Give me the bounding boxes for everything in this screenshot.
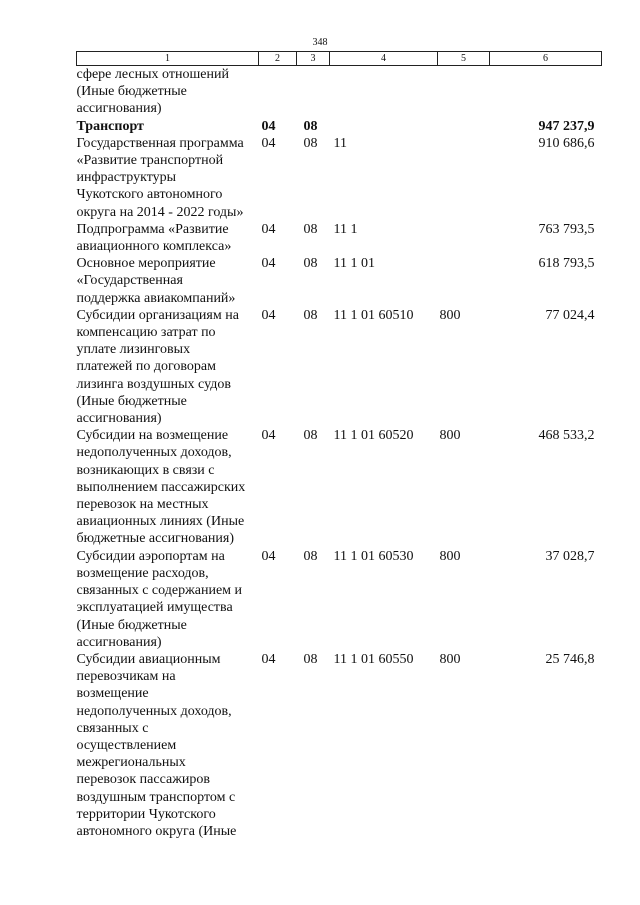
row-subsection: 08 [303, 548, 318, 564]
row-subsection: 08 [303, 118, 318, 134]
column-number: 6 [490, 52, 602, 66]
table-row [77, 118, 602, 135]
column-number: 1 [77, 52, 259, 66]
row-amount: 947 237,9 [538, 118, 595, 134]
row-section: 04 [261, 548, 276, 564]
row-target-article: 11 1 01 60520 [333, 428, 414, 444]
column-number: 2 [259, 52, 297, 66]
row-subsection: 08 [303, 256, 318, 272]
row-section: 04 [261, 135, 276, 151]
row-target-article [330, 66, 438, 118]
row-target-article: 11 1 01 60510 [333, 307, 414, 323]
row-expense-type: 800 [439, 548, 461, 564]
row-subsection: 08 [303, 651, 318, 667]
row-name: Субсидии аэропортам на возмещение расходов, связанных с содержанием и эксплуатацией имущества (Иные бюджетные ассигнования) [76, 548, 243, 650]
table-row [77, 651, 602, 840]
row-section: 04 [261, 428, 276, 444]
column-number: 4 [330, 52, 438, 66]
row-amount: 25 746,8 [545, 651, 595, 667]
row-target-article: 11 1 [333, 221, 358, 237]
table-row [77, 221, 602, 255]
row-name: Субсидии организациям на компенсацию затрат по уплате лизинговых платежей по договорам лизинга воздушных судов (Иные бюджетные ассигнования) [76, 307, 239, 427]
row-expense-type [438, 255, 490, 307]
table-row [77, 135, 602, 221]
column-number: 3 [297, 52, 330, 66]
row-subsection: 08 [303, 221, 318, 237]
table-row [77, 307, 602, 427]
row-expense-type: 800 [439, 307, 461, 323]
row-subsection: 08 [303, 428, 318, 444]
row-section: 04 [261, 221, 276, 237]
row-amount [490, 66, 602, 118]
column-number-row [77, 52, 602, 66]
row-target-article: 11 1 01 [333, 256, 375, 272]
row-subsection [297, 66, 330, 118]
row-name: Субсидии на возмещение недополученных доходов, возникающих в связи с выполнением пассажирских перевозок на местных авиационных линиях (Иные бюджетные ассигнования) [76, 428, 246, 547]
row-subsection: 08 [303, 135, 318, 151]
row-amount: 37 028,7 [545, 548, 595, 564]
row-target-article: 11 [333, 135, 347, 151]
row-expense-type [438, 66, 490, 118]
row-target-article: 11 1 01 60530 [333, 548, 414, 564]
row-section: 04 [261, 256, 276, 272]
row-section: 04 [261, 118, 276, 134]
table-row [77, 548, 602, 651]
row-name: Транспорт [76, 118, 144, 134]
row-expense-type: 800 [439, 428, 461, 444]
row-name: сфере лесных отношений (Иные бюджетные ассигнования) [76, 67, 229, 117]
row-amount: 468 533,2 [538, 428, 595, 444]
budget-table [76, 51, 602, 840]
page-number: 348 [312, 37, 328, 48]
row-subsection: 08 [303, 307, 318, 323]
row-amount: 763 793,5 [538, 221, 595, 237]
row-name: Основное мероприятие «Государственная поддержка авиакомпаний» [76, 256, 236, 306]
row-expense-type [438, 221, 490, 255]
row-amount: 77 024,4 [545, 307, 595, 323]
row-name: Подпрограмма «Развитие авиационного комплекса» [76, 221, 232, 255]
table-row [77, 66, 602, 118]
row-expense-type [438, 135, 490, 221]
row-target-article [330, 118, 438, 135]
row-target-article: 11 1 01 60550 [333, 651, 414, 667]
row-amount: 910 686,6 [538, 135, 595, 151]
table-row [77, 427, 602, 547]
row-expense-type: 800 [439, 651, 461, 667]
row-section: 04 [261, 651, 276, 667]
row-section [259, 66, 297, 118]
row-expense-type [438, 118, 490, 135]
table-row [77, 255, 602, 307]
row-section: 04 [261, 307, 276, 323]
row-name: Государственная программа «Развитие транспортной инфраструктуры Чукотского автономного округа на 2014 - 2022 годы» [76, 135, 244, 220]
row-amount: 618 793,5 [538, 256, 595, 272]
column-number: 5 [438, 52, 490, 66]
row-name: Субсидии авиационным перевозчикам на возмещение недополученных доходов, связанных с осуществлением межрегиональных перевозок пассажиров воздушным транспортом с территории Чукотского автономного округа (Иные [76, 651, 237, 839]
